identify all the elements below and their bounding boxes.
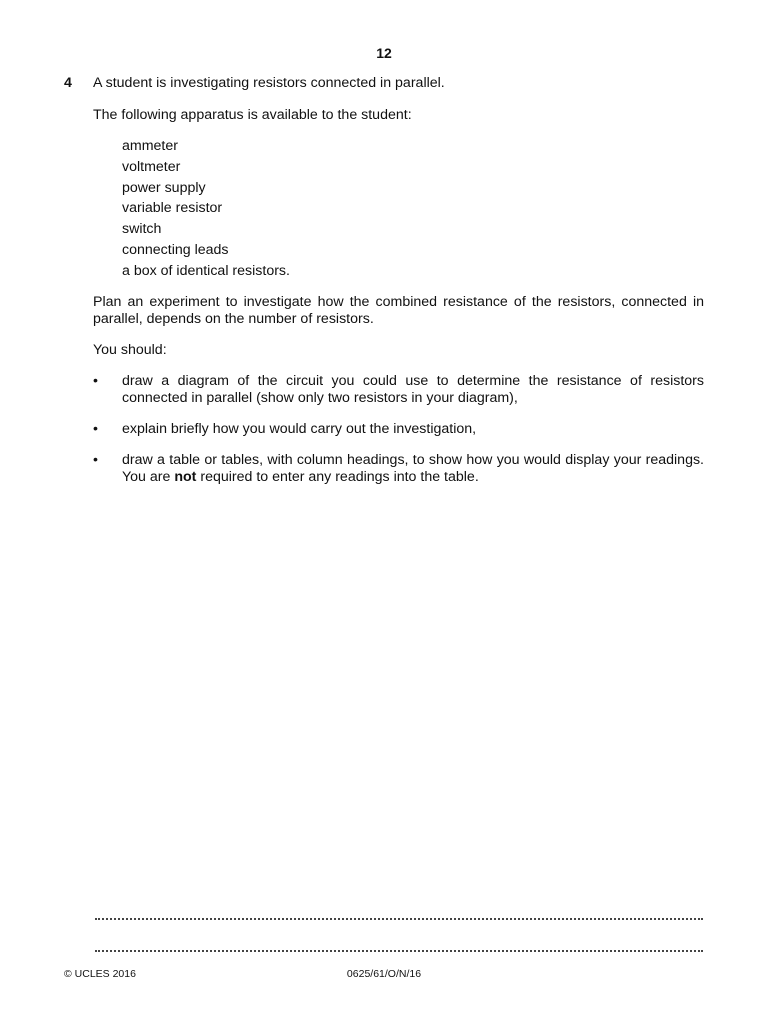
answer-line[interactable] bbox=[95, 948, 703, 952]
apparatus-item: a box of identical resistors. bbox=[122, 262, 290, 279]
bullet-text-part: draw a table or tables, with column headings, to show how you would display your readings. You are bbox=[122, 452, 704, 485]
bullet-text-part: required to enter any readings into the table. bbox=[196, 468, 479, 485]
apparatus-item: voltmeter bbox=[122, 158, 181, 175]
apparatus-item: ammeter bbox=[122, 138, 178, 154]
apparatus-item: connecting leads bbox=[122, 241, 229, 258]
bullet-dot: • bbox=[93, 373, 98, 389]
question-number: 4 bbox=[64, 75, 72, 91]
footer-paper-code: 0625/61/O/N/16 bbox=[346, 968, 422, 980]
apparatus-item: switch bbox=[122, 221, 162, 238]
bullet-text: explain briefly how you would carry out the investigation, bbox=[122, 421, 477, 437]
apparatus-heading: The following apparatus is available to the student: bbox=[93, 107, 412, 123]
plan-instruction: Plan an experiment to investigate how the combined resistance of the resistors, connected in parallel, depends on the number of resistors. bbox=[93, 294, 704, 327]
bullet-dot: • bbox=[93, 421, 98, 437]
apparatus-list bbox=[122, 138, 290, 284]
bullet-text bbox=[122, 452, 704, 485]
footer-copyright: © UCLES 2016 bbox=[64, 968, 136, 980]
page-number: 12 bbox=[376, 45, 392, 61]
answer-line[interactable] bbox=[95, 916, 703, 920]
you-should-label: You should: bbox=[93, 342, 167, 358]
question-intro: A student is investigating resistors connected in parallel. bbox=[93, 75, 445, 91]
apparatus-item: power supply bbox=[122, 179, 206, 196]
apparatus-item: variable resistor bbox=[122, 200, 223, 217]
emphasis-not: not bbox=[174, 468, 197, 485]
bullet-dot: • bbox=[93, 452, 98, 468]
bullet-text: draw a diagram of the circuit you could use to determine the resistance of resistors connected in parallel (show only two resistors in your diagram), bbox=[122, 373, 704, 406]
